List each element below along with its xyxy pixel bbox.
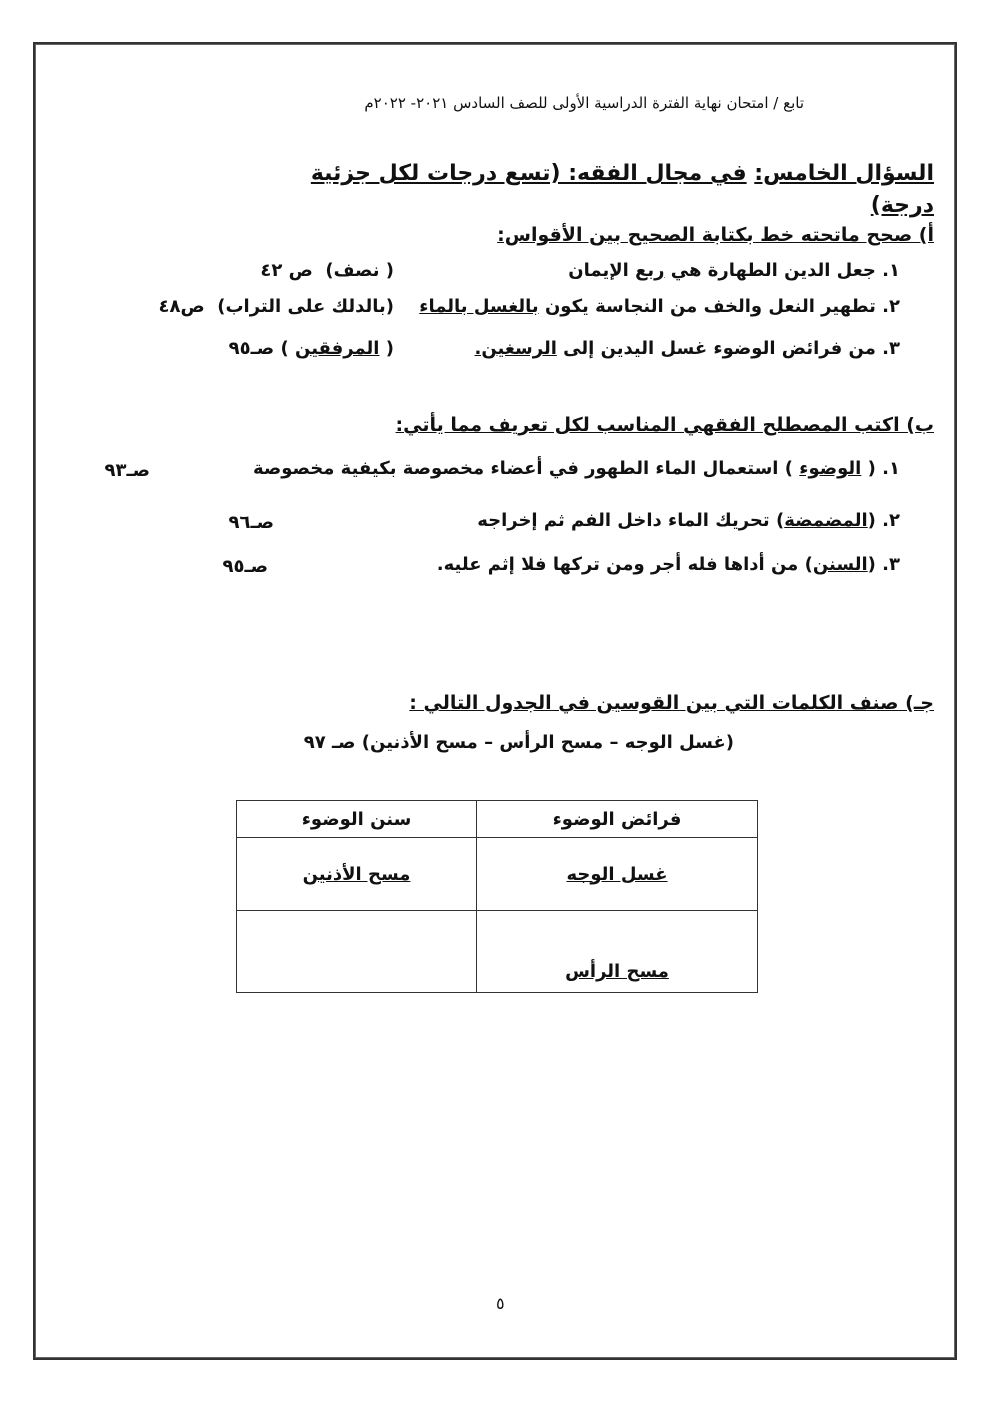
exam-header: تابع / امتحان نهاية الفترة الدراسية الأولى للصف السادس ٢٠٢١- ٢٠٢٢م	[364, 94, 804, 112]
underlined-word: بالغسل بالماء	[419, 296, 539, 317]
section-b-page-2: صـ٩٦	[228, 512, 274, 533]
question-line1: في مجال الفقه: (تسع درجات لكل جزئية	[310, 161, 747, 186]
term: السنن	[812, 554, 868, 575]
question-title	[311, 158, 934, 222]
section-a-answer-3: ( المرفقين ) صـ٩٥	[228, 338, 394, 359]
section-b-item-1: ١. ( الوضوء ) استعمال الماء الطهور في أعضاء مخصوصة بكيفية مخصوصة	[252, 458, 900, 479]
term: المضمضة	[784, 510, 868, 531]
table-row	[237, 838, 758, 911]
section-a-title: أ) صحح ماتحته خط بكتابة الصحيح بين الأقواس:	[497, 224, 934, 246]
underlined-word: ربع	[635, 260, 665, 281]
table-cell: غسل الوجه	[566, 863, 668, 885]
section-a-item-3: ٣. من فرائض الوضوء غسل اليدين إلى الرسغين.	[474, 338, 900, 359]
section-b-page-3: صـ٩٥	[222, 556, 268, 577]
page-number: ٥	[496, 1294, 505, 1313]
section-a-item-2: ٢. تطهير النعل والخف من النجاسة يكون بالغسل بالماء	[419, 296, 900, 317]
section-b-item-2: ٢. (المضمضة) تحريك الماء داخل الفم ثم إخراجه	[477, 510, 900, 531]
section-b-item-3: ٣. (السنن) من أداها فله أجر ومن تركها فلا إثم عليه.	[436, 554, 900, 575]
question-lead: السؤال الخامس:	[754, 161, 934, 186]
section-a-answer-1: ( نصف) ص ٤٢	[260, 260, 394, 281]
classification-table	[236, 800, 758, 993]
section-a-answer-2: (بالدلك على التراب) ص٤٨	[158, 296, 394, 317]
table-row	[237, 911, 758, 993]
section-b-page-1: صـ٩٣	[104, 460, 150, 481]
underlined-word: الرسغين.	[474, 338, 557, 359]
table-cell: مسح الأذنين	[302, 863, 411, 885]
section-a-item-1: ١. جعل الدين الطهارة هي ربع الإيمان	[568, 260, 900, 281]
question-line2: درجة)	[870, 192, 934, 218]
table-header: فرائض الوضوء	[477, 801, 758, 838]
section-b-title: ب) اكتب المصطلح الفقهي المناسب لكل تعريف مما يأتي:	[395, 414, 934, 436]
section-c-title: جـ) صنف الكلمات التي بين القوسين في الجدول التالي :	[409, 692, 934, 714]
words-to-classify: (غسل الوجه – مسح الرأس – مسح الأذنين) صـ ٩٧	[303, 732, 734, 753]
table-cell: مسح الرأس	[565, 961, 669, 982]
table-header: سنن الوضوء	[237, 801, 477, 838]
term: الوضوء	[799, 458, 862, 479]
